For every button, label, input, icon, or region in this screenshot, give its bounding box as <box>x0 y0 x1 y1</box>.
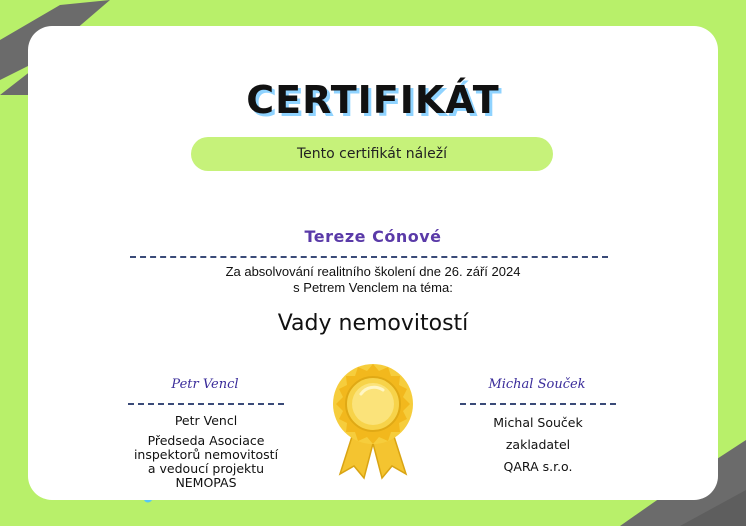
left-signatory-role-4: NEMOPAS <box>175 475 237 490</box>
course-topic: Vady nemovitostí <box>277 311 469 336</box>
left-signatory-role-3: a vedoucí projektu <box>147 461 265 476</box>
gold-rosette-medal-icon <box>318 362 428 482</box>
right-signatory-block <box>452 412 624 478</box>
certificate-title: CERTIFIKÁT <box>246 78 500 122</box>
recipient-name: Tereze Cónové <box>304 227 442 246</box>
left-signatory-block <box>120 414 292 490</box>
right-signature-line <box>460 403 616 405</box>
course-description-line2: s Petrem Venclem na téma: <box>293 280 453 295</box>
left-signature-line <box>128 403 284 405</box>
right-signature: Michal Souček <box>488 377 586 392</box>
subtitle-banner <box>191 137 553 171</box>
recipient-divider <box>130 256 608 258</box>
course-description-line1: Za absolvování realitního školení dne 26. září 2024 <box>225 264 521 279</box>
right-signatory-role: zakladatel <box>505 437 571 452</box>
left-signature: Petr Vencl <box>171 377 239 392</box>
left-signatory-name: Petr Vencl <box>174 413 238 428</box>
left-signatory-role-1: Předseda Asociace <box>147 433 265 448</box>
left-signatory-role-2: inspektorů nemovitostí <box>133 447 279 462</box>
right-signatory-name: Michal Souček <box>493 415 583 430</box>
subtitle-text: Tento certifikát náleží <box>296 146 447 162</box>
right-signatory-company: QARA s.r.o. <box>503 459 573 474</box>
